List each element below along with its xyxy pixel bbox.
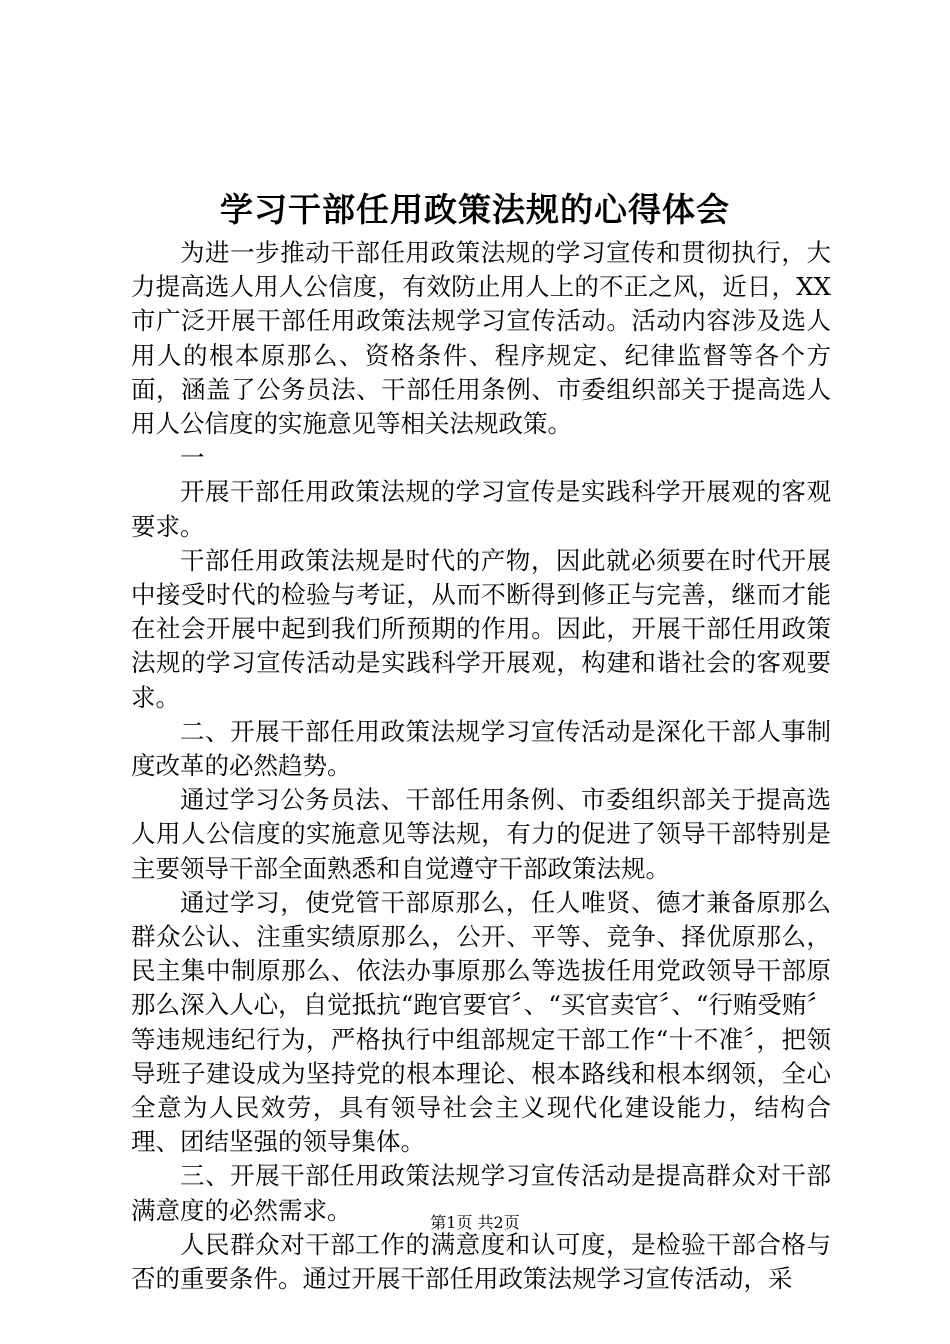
paragraph: 三、开展干部任用政策法规学习宣传活动是提高群众对干部满意度的必然需求。 — [131, 1161, 831, 1225]
paragraph: 人民群众对干部工作的满意度和认可度，是检验干部合格与否的重要条件。通过开展干部任用政策法规学习宣传活动，采 — [131, 1229, 831, 1294]
document-body — [131, 236, 831, 1296]
paragraph: 开展干部任用政策法规的学习宣传是实践科学开展观的客观要求。 — [131, 477, 831, 541]
document-title: 学习干部任用政策法规的心得体会 — [220, 190, 730, 229]
paragraph: 为进一步推动干部任用政策法规的学习宣传和贯彻执行，大力提高选人用人公信度，有效防止用人上的不正之风，近日，XX市广泛开展干部任用政策法规学习宣传活动。活动内容涉及选人用人的根本原那么、资格条件、程序规定、纪律监督等各个方面，涵盖了公务员法、干部任用条例、市委组织部关于提高选人用人公信度的实施意见等相关法规政策。 — [131, 238, 831, 439]
paragraph: 干部任用政策法规是时代的产物，因此就必须要在时代开展中接受时代的检验与考证，从而不断得到修正与完善，继而才能在社会开展中起到我们所预期的作用。因此，开展干部任用政策法规的学习宣传活动是实践科学开展观，构建和谐社会的客观要求。 — [131, 545, 831, 712]
paragraph: 二、开展干部任用政策法规学习宣传活动是深化干部人事制度改革的必然趋势。 — [131, 716, 831, 781]
paragraph: 通过学习，使党管干部原那么，任人唯贤、德才兼备原那么群众公认、注重实绩原那么，公开、平等、竞争、择优原那么，民主集中制原那么、依法办事原那么等选拔任用党政领导干部原那么深入人心，自觉抵抗“跑官要官〞、“买官卖官〞、“行贿受贿〞等违规违纪行为，严格执行中组部规定干部工作“十不准〞，把领导班子建设成为坚持党的根本理论、根本路线和根本纲领，全心全意为人民效劳，具有领导社会主义现代化建设能力，结构合理、团结坚强的领导集体。 — [131, 887, 831, 1157]
paragraph: 一 — [180, 443, 205, 473]
page-footer: 第1页 共2页 — [430, 1213, 520, 1232]
paragraph: 通过学习公务员法、干部任用条例、市委组织部关于提高选人用人公信度的实施意见等法规，有力的促进了领导干部特别是主要领导干部全面熟悉和自觉遵守干部政策法规。 — [131, 785, 831, 883]
